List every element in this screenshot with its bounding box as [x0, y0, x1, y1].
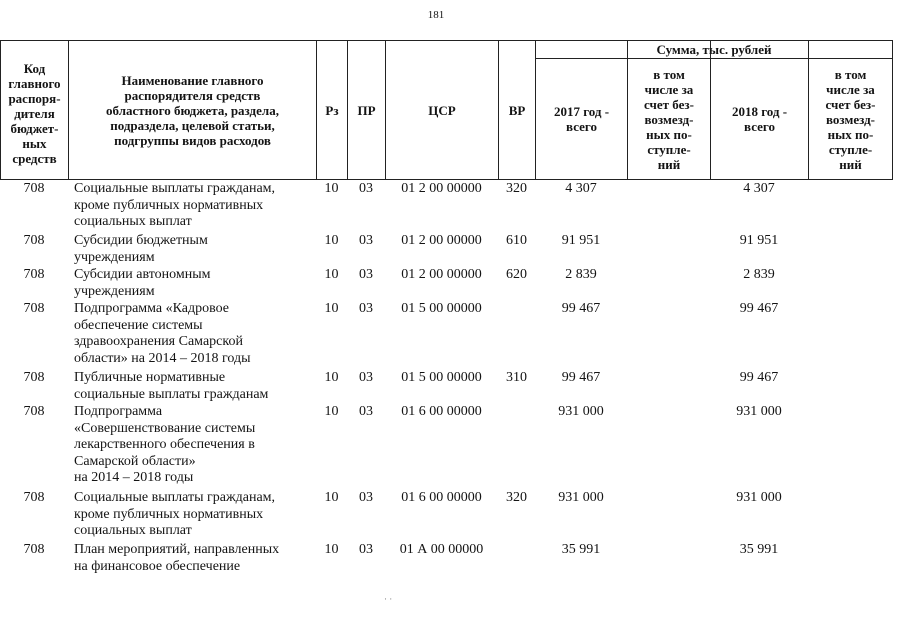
cell-pr: 03 — [359, 490, 373, 505]
cell-vr: 320 — [506, 490, 527, 505]
cell-name: Субсидии бюджетным учреждениям — [74, 233, 208, 265]
cell-sum-2017: 4 307 — [565, 181, 597, 196]
header-pr: ПР — [357, 102, 376, 118]
cell-kod: 708 — [23, 542, 45, 557]
cell-sum-2018: 4 307 — [743, 181, 775, 196]
cell-csr: 01 5 00 00000 — [401, 370, 482, 385]
cell-pr: 03 — [359, 181, 373, 196]
cell-kod: 708 — [23, 404, 45, 419]
cell-name: Социальные выплаты гражданам, кроме публичных нормативных социальных выплат — [74, 490, 276, 538]
cell-rz: 10 — [324, 490, 339, 505]
scan-mark: · · — [384, 594, 393, 604]
cell-kod: 708 — [23, 233, 45, 248]
cell-sum-2017: 931 000 — [558, 490, 604, 505]
header-2017-total: 2017 год - всего — [553, 104, 610, 134]
cell-sum-2018: 931 000 — [736, 404, 782, 419]
cell-rz: 10 — [324, 267, 339, 282]
cell-sum-2017: 99 467 — [561, 370, 601, 385]
cell-csr: 01 2 00 00000 — [401, 233, 482, 248]
cell-csr: 01 2 00 00000 — [401, 181, 482, 196]
cell-pr: 03 — [359, 267, 373, 282]
cell-sum-2017: 91 951 — [561, 233, 601, 248]
cell-rz: 10 — [324, 542, 339, 557]
cell-csr: 01 2 00 00000 — [401, 267, 482, 282]
cell-kod: 708 — [23, 181, 45, 196]
page-number: 181 — [427, 9, 445, 21]
cell-vr: 320 — [506, 181, 527, 196]
cell-rz: 10 — [324, 301, 339, 316]
cell-vr: 610 — [506, 233, 527, 248]
cell-name: Публичные нормативные социальные выплаты гражданам — [74, 370, 269, 402]
cell-name: Субсидии автономным учреждениям — [74, 267, 211, 299]
cell-name: Подпрограмма «Совершенствование системы лекарственного обеспечения в Самарской области» на 2014 – 2018 годы — [74, 404, 256, 485]
cell-sum-2017: 2 839 — [565, 267, 597, 282]
cell-sum-2018: 99 467 — [739, 370, 779, 385]
cell-pr: 03 — [359, 233, 373, 248]
header-kod: Код главного распоря- дителя бюджет- ных средств — [8, 60, 61, 166]
cell-rz: 10 — [324, 370, 339, 385]
header-name: Наименование главного распорядителя средств областного бюджета, раздела, подраздела, целевой статьи, подгруппы видов расходов — [106, 72, 279, 148]
cell-rz: 10 — [324, 404, 339, 419]
cell-csr: 01 6 00 00000 — [401, 490, 482, 505]
cell-sum-2018: 99 467 — [739, 301, 779, 316]
cell-sum-2017: 931 000 — [558, 404, 604, 419]
cell-kod: 708 — [23, 301, 45, 316]
cell-name: Социальные выплаты гражданам, кроме публичных нормативных социальных выплат — [74, 181, 276, 229]
cell-name: План мероприятий, направленных на финансовое обеспечение — [74, 542, 280, 574]
cell-sum-2017: 99 467 — [561, 301, 601, 316]
cell-name: Подпрограмма «Кадровое обеспечение системы здравоохранения Самарской области» на 2014 – 2018 годы — [74, 301, 251, 366]
cell-vr: 620 — [506, 267, 527, 282]
header-2018-total: 2018 год - всего — [731, 104, 788, 134]
cell-csr: 01 А 00 00000 — [399, 542, 484, 557]
cell-pr: 03 — [359, 301, 373, 316]
header-rz: Рз — [325, 102, 339, 118]
cell-sum-2018: 2 839 — [743, 267, 775, 282]
cell-pr: 03 — [359, 370, 373, 385]
header-2018-gratuitous: в том числе за счет без- возмезд- ных по- ступле- ний — [825, 66, 876, 172]
cell-pr: 03 — [359, 542, 373, 557]
cell-rz: 10 — [324, 233, 339, 248]
cell-sum-2018: 931 000 — [736, 490, 782, 505]
cell-csr: 01 6 00 00000 — [401, 404, 482, 419]
cell-rz: 10 — [324, 181, 339, 196]
cell-vr: 310 — [506, 370, 527, 385]
cell-pr: 03 — [359, 404, 373, 419]
header-2017-gratuitous: в том числе за счет без- возмезд- ных по- ступле- ний — [644, 66, 694, 172]
cell-kod: 708 — [23, 490, 45, 505]
cell-csr: 01 5 00 00000 — [401, 301, 482, 316]
header-summa: Сумма, тыс. рублей — [656, 42, 772, 57]
cell-sum-2018: 91 951 — [739, 233, 779, 248]
cell-kod: 708 — [23, 370, 45, 385]
cell-kod: 708 — [23, 267, 45, 282]
header-csr: ЦСР — [428, 102, 456, 118]
cell-sum-2018: 35 991 — [739, 542, 779, 557]
header-vr: ВР — [508, 102, 526, 118]
budget-table-header — [0, 40, 893, 180]
cell-sum-2017: 35 991 — [561, 542, 601, 557]
